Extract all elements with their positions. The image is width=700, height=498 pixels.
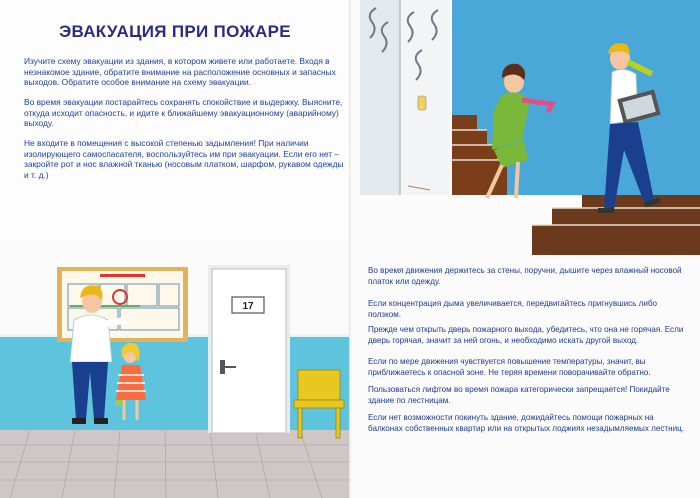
crawl-paragraph: Если концентрация дыма увеличивается, передвигайтесь пригнувшись либо ползком. bbox=[368, 299, 658, 319]
apartment-door bbox=[208, 265, 290, 433]
door-number: 17 bbox=[242, 301, 254, 312]
tiled-floor bbox=[0, 430, 350, 498]
corridor-illustration bbox=[0, 240, 350, 498]
intro-paragraph: Изучите схему эвакуации из здания, в котором живете или работаете. Входя в незнакомое здание, обратите внимание на расположение основных и запасных выходов. Обратите особое внимание на схему эвакуации. bbox=[24, 56, 336, 88]
temperature-paragraph: Если по мере движения чувствуется повышение температуры, значит, вы приближаетесь к опасной зоне. Не теряя времени поворачивайте обратно. bbox=[368, 357, 651, 377]
walls-paragraph: Во время движения держитесь за стены, поручни, дышите через влажный носовой платок или одежду. bbox=[368, 266, 682, 286]
staircase-illustration bbox=[352, 0, 700, 255]
elevator-paragraph: Пользоваться лифтом во время пожара категорически запрещается! Покидайте здание по лестницам. bbox=[368, 385, 670, 405]
balcony-paragraph: Если нет возможности покинуть здание, дожидайтесь помощи пожарных на балконах собственных квартир или на открытых лоджиях незадымляемых лестниц. bbox=[368, 413, 684, 433]
elevator-door bbox=[360, 0, 450, 195]
teal-wall-panel bbox=[0, 336, 350, 430]
smoke-paragraph: Не входите в помещения с высокой степенью задымления! При наличии изолирующего самоспасателя, воспользуйтесь им при эвакуации. Если его нет – закройте рот и нос влажной тканью (носовым платком, шарфом, рукавом одежды и т. д.) bbox=[24, 138, 344, 180]
hot-door-paragraph: Прежде чем открыть дверь пожарного выхода, убедитесь, что она не горячая. Если дверь горячая, значит за ней огонь, и необходимо искать другой выход. bbox=[368, 325, 684, 345]
calm-paragraph: Во время эвакуации постарайтесь сохранять спокойствие и выдержку. Выясните, откуда исходит опасность, и идите к ближайшему эвакуационному (аварийному) выходу. bbox=[24, 97, 343, 129]
page-title: ЭВАКУАЦИЯ ПРИ ПОЖАРЕ bbox=[59, 22, 291, 41]
